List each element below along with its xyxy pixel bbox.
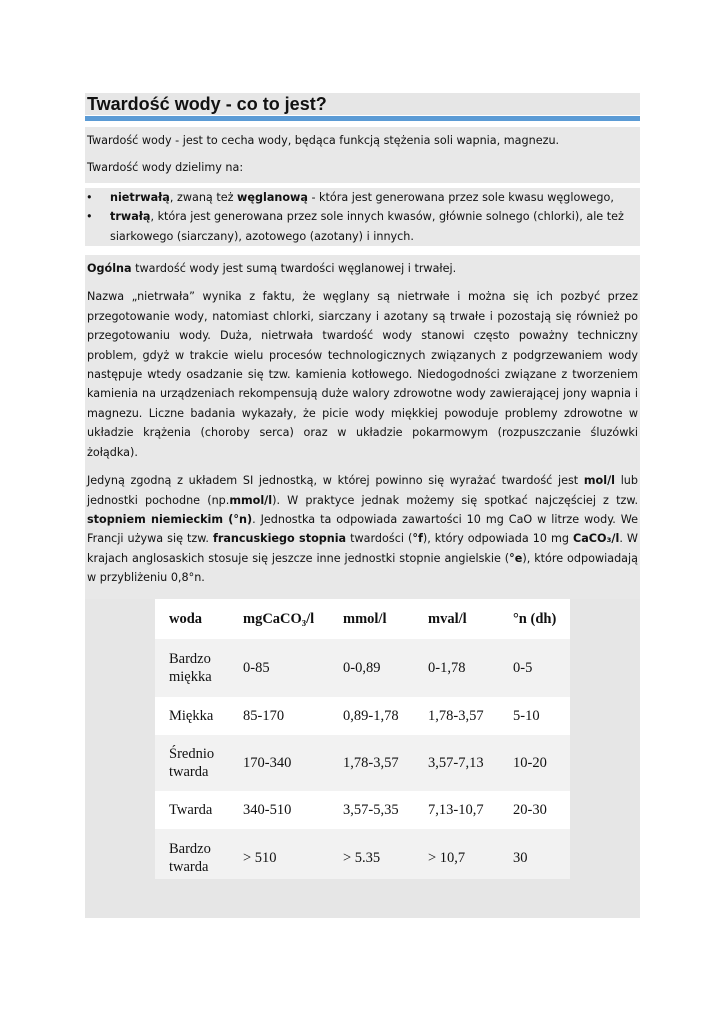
header-cell: mval/l [414, 599, 499, 639]
table-cell: Miękka [155, 697, 229, 735]
body-block [85, 255, 640, 620]
title-bar [85, 93, 640, 115]
table-cell: 0-85 [229, 639, 329, 697]
table-cell: 0-5 [499, 639, 570, 697]
table-row [155, 697, 570, 735]
table-cell: 1,78-3,57 [414, 697, 499, 735]
table-row [155, 735, 570, 791]
document-page [85, 93, 640, 648]
term-french-degree: francuskiego stopnia [212, 532, 347, 546]
unit-caco3: CaCO₃/l [573, 532, 620, 546]
list-item-nonpermanent [85, 188, 640, 207]
paragraph-text: . Jednostka ta odpowiada zawartości 10 mg CaO w litrze wody. We Francji używa się tzw. [87, 512, 638, 546]
table-cell: Średnio twarda [155, 735, 229, 791]
table-cell: 5-10 [499, 697, 570, 735]
header-cell: woda [155, 599, 229, 639]
page-title: Twardość wody - co to jest? [87, 94, 327, 114]
paragraph-text: . W krajach anglosaskich stosuje się jeszcze inne jednostki stopnie angielskie ( [87, 532, 638, 565]
table-cell: 0,89-1,78 [329, 697, 414, 735]
paragraph-text: lub jednostki pochodne (np. [87, 474, 638, 507]
table-cell: 1,78-3,57 [329, 735, 414, 791]
table-cell: > 5.35 [329, 829, 414, 887]
table-header-row [155, 599, 570, 639]
bottom-panel [85, 879, 640, 918]
paragraph-text: ), który odpowiada 10 mg [422, 532, 574, 546]
table-row [155, 791, 570, 829]
paragraph-text: ). W praktyce jednak możemy się spotkać najczęściej z tzw. [272, 493, 639, 507]
header-cell: °n (dh) [499, 599, 570, 639]
table-cell: 30 [499, 829, 570, 887]
intro-block [85, 127, 640, 154]
table-cell: 7,13-10,7 [414, 791, 499, 829]
header-cell: mgCaCO₃/l [229, 599, 329, 639]
table-cell: Bardzo twarda [155, 829, 229, 887]
term-general: Ogólna [87, 262, 132, 276]
table-cell: 3,57-5,35 [329, 791, 414, 829]
table-cell: Twarda [155, 791, 229, 829]
unit-german-degree: stopniem niemieckim (°n) [87, 512, 253, 526]
hardness-types-list [85, 188, 640, 246]
table-right-panel [570, 599, 640, 879]
general-hardness-paragraph [87, 259, 638, 278]
term-permanent: trwałą [110, 210, 151, 224]
table-cell: 20-30 [499, 791, 570, 829]
unit-french-degree: °f [412, 532, 423, 546]
table-cell: 10-20 [499, 735, 570, 791]
table-cell: 0-0,89 [329, 639, 414, 697]
paragraph-text: twardości ( [346, 532, 413, 546]
paragraph-text: ), które odpowiadają w przybliżeniu 0,8°n. [87, 551, 638, 585]
title-underline [85, 116, 640, 121]
units-paragraph [87, 471, 638, 587]
table-cell: 170-340 [229, 735, 329, 791]
list-text: , która jest generowana przez sole innych kwasów, głównie solnego (chlorki), ale też siarkowego (siarczany), azotowego (azotany) i innych. [110, 210, 624, 243]
list-item-permanent [85, 207, 640, 246]
table-cell: > 510 [229, 829, 329, 887]
term-nonpermanent: nietrwałą [110, 190, 170, 204]
intro-text: Twardość wody - jest to cecha wody, będąca funkcją stężenia soli wapnia, magnezu. [87, 134, 560, 147]
table-left-panel [85, 599, 155, 879]
table-cell: > 10,7 [414, 829, 499, 887]
table-cell: 3,57-7,13 [414, 735, 499, 791]
division-block [85, 154, 640, 182]
hardness-table [155, 599, 570, 887]
term-carbonate: węglanową [237, 190, 308, 204]
table-cell: Bardzo miękka [155, 639, 229, 697]
nonpermanent-explanation-paragraph: Nazwa „nietrwała” wynika z faktu, że węglany są nietrwałe i można się ich pozbyć przez przegotowanie wody, natomiast chlorki, siarczany i azotany są trwałe i pozostają się również po przegotowaniu wody. Duża, nietrwała twardość wody stanowi często poważny techniczny problem, gdyż w trakcie wielu procesów technologicznych związanych z podgrzewaniem wody następuje wtedy osadzanie się tzw. kamienia kotłowego. Niedogodności związane z tworzeniem kamienia na urządzeniach rekompensują duże walory zdrowotne wody zawierającej jony wapnia i magnezu. Liczne badania wykazały, że picie wody miękkiej powoduje problemy zdrowotne w układzie krążenia (choroby serca) oraz w układzie pokarmowym (rozpuszczanie śluzówki żołądka). [87, 290, 638, 459]
paragraph-text: twardość wody jest sumą twardości węglanowej i trwałej. [131, 262, 457, 276]
list-text: - która jest generowana przez sole kwasu węglowego, [307, 190, 614, 204]
table-cell: 340-510 [229, 791, 329, 829]
list-text: , zwaną też [169, 190, 238, 204]
header-cell: mmol/l [329, 599, 414, 639]
unit-mol: mol/l [583, 474, 615, 488]
unit-english-degree: °e [509, 551, 523, 565]
table-cell: 0-1,78 [414, 639, 499, 697]
division-text: Twardość wody dzielimy na: [87, 161, 244, 175]
paragraph-text: Jedyną zgodną z układem SI jednostką, w której powinno się wyrażać twardość jest [87, 474, 584, 488]
table-row [155, 639, 570, 697]
table-cell: 85-170 [229, 697, 329, 735]
unit-mmol: mmol/l [229, 493, 273, 507]
